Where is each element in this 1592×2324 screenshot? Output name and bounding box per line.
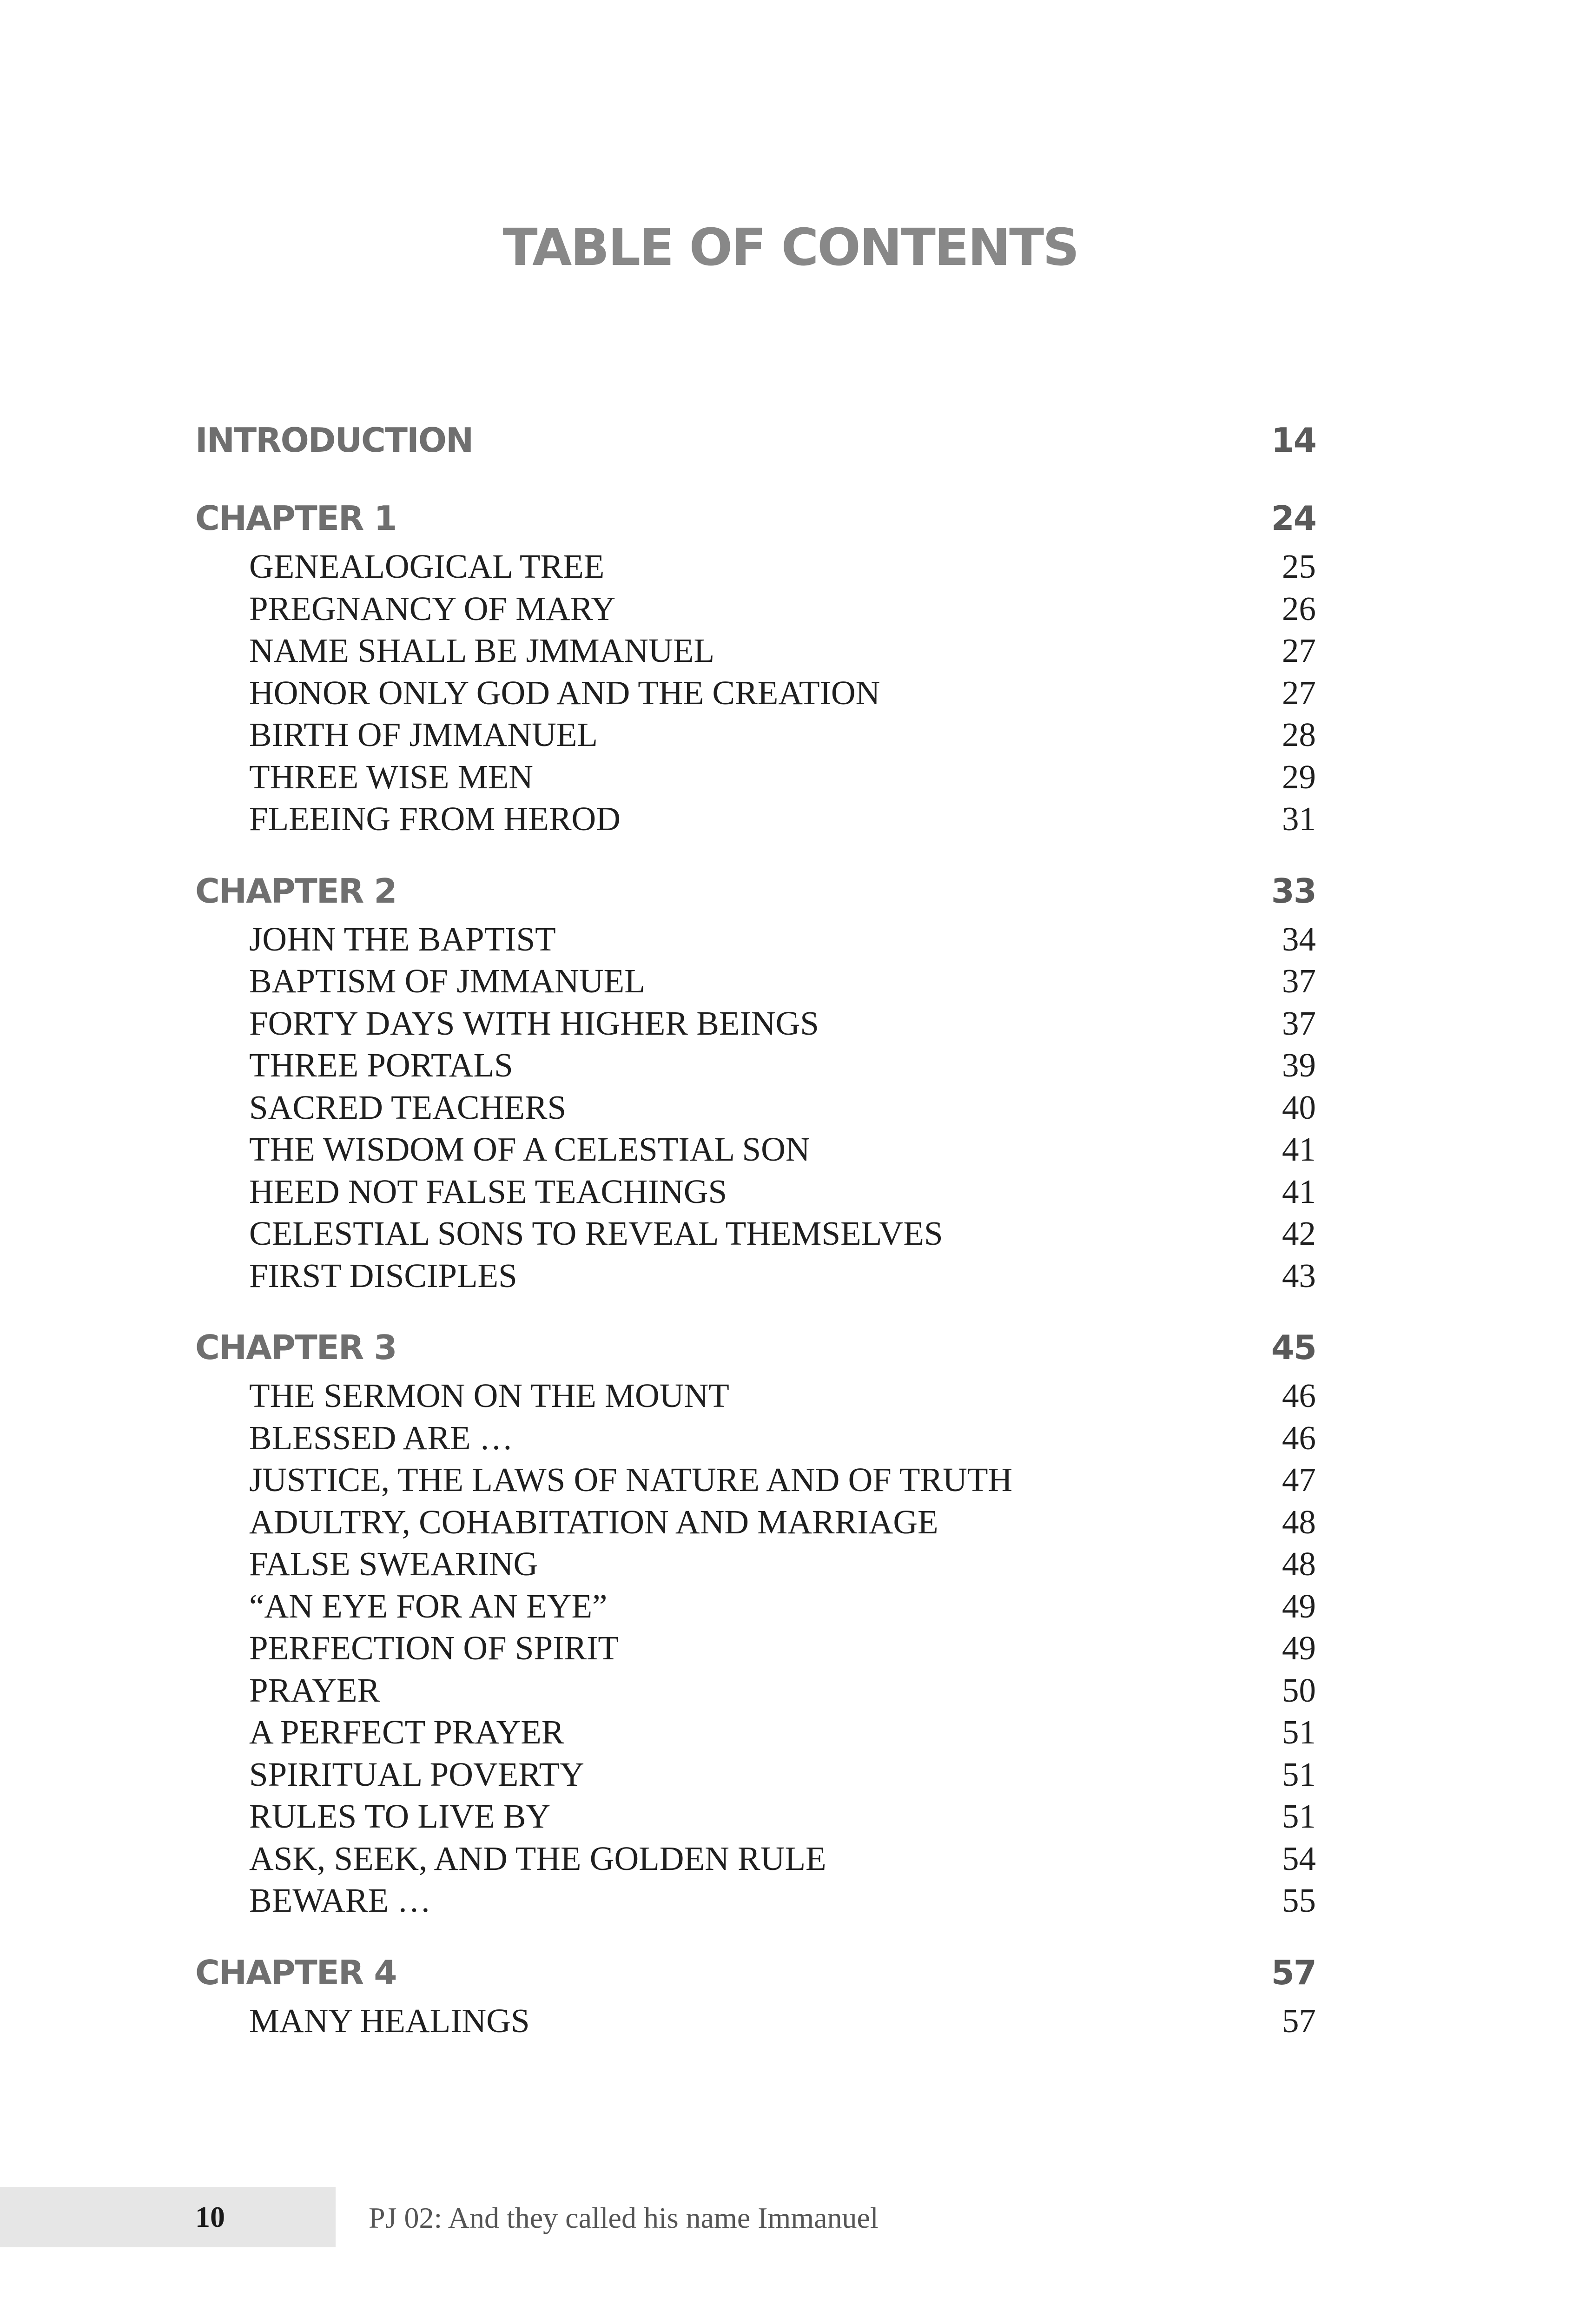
toc-entry[interactable]	[195, 1880, 1316, 1922]
entry-title: PRAYER	[249, 1671, 380, 1709]
page-footer	[0, 2187, 1592, 2247]
entry-title: ASK, SEEK, AND THE GOLDEN RULE	[249, 1839, 826, 1877]
entry-page-number: 43	[1282, 1256, 1316, 1294]
toc-entry[interactable]	[195, 630, 1316, 672]
running-title: PJ 02: And they called his name Immanuel	[369, 2201, 879, 2234]
entry-page-number: 55	[1282, 1882, 1316, 1919]
toc-entry[interactable]	[195, 1213, 1316, 1255]
chapter-title: CHAPTER 2	[195, 871, 396, 911]
toc-entry[interactable]	[195, 1754, 1316, 1796]
toc-entry[interactable]	[195, 1417, 1316, 1459]
chapter-title: INTRODUCTION	[195, 421, 473, 460]
page-number-box	[0, 2187, 336, 2247]
entry-title: JOHN THE BAPTIST	[249, 920, 556, 958]
toc-section	[195, 1945, 1316, 2042]
entry-page-number: 39	[1282, 1046, 1316, 1084]
toc-section	[195, 413, 1316, 468]
entry-title: FLEEING FROM HEROD	[249, 800, 621, 838]
toc-entry[interactable]	[195, 1543, 1316, 1585]
toc-entry[interactable]	[195, 960, 1316, 1003]
toc-chapter-heading[interactable]	[195, 491, 1316, 546]
entry-page-number: 57	[1282, 2001, 1316, 2040]
toc-section	[195, 1320, 1316, 1922]
toc-entry[interactable]	[195, 1459, 1316, 1501]
entry-title: MANY HEALINGS	[249, 2001, 530, 2040]
toc-entry[interactable]	[195, 2000, 1316, 2042]
entry-page-number: 51	[1282, 1755, 1316, 1793]
chapter-title: CHAPTER 4	[195, 1953, 396, 1992]
toc-entry[interactable]	[195, 1375, 1316, 1417]
entry-page-number: 46	[1282, 1377, 1316, 1414]
entry-page-number: 50	[1282, 1671, 1316, 1709]
toc-entry[interactable]	[195, 1796, 1316, 1838]
entry-title: SACRED TEACHERS	[249, 1088, 567, 1126]
entry-page-number: 48	[1282, 1545, 1316, 1583]
toc-entry[interactable]	[195, 1129, 1316, 1171]
toc-section	[195, 491, 1316, 840]
toc-chapter-heading[interactable]	[195, 1945, 1316, 2000]
entry-page-number: 49	[1282, 1629, 1316, 1667]
toc-entry[interactable]	[195, 1627, 1316, 1670]
entry-title: THREE WISE MEN	[249, 758, 533, 796]
chapter-title: CHAPTER 3	[195, 1328, 396, 1367]
toc-entry[interactable]	[195, 756, 1316, 799]
entry-title: JUSTICE, THE LAWS OF NATURE AND OF TRUTH	[249, 1461, 1013, 1499]
entry-title: BIRTH OF JMMANUEL	[249, 716, 598, 753]
entry-title: SPIRITUAL POVERTY	[249, 1755, 584, 1793]
entry-page-number: 34	[1282, 920, 1316, 958]
entry-title: PREGNANCY OF MARY	[249, 589, 616, 627]
entry-page-number: 28	[1282, 716, 1316, 753]
entry-title: PERFECTION OF SPIRIT	[249, 1629, 619, 1667]
toc-entry[interactable]	[195, 1501, 1316, 1544]
chapter-page-number: 24	[1271, 499, 1316, 538]
entry-title: HONOR ONLY GOD AND THE CREATION	[249, 673, 880, 712]
table-of-contents	[195, 413, 1316, 2042]
entry-title: FIRST DISCIPLES	[249, 1256, 517, 1294]
entry-page-number: 42	[1282, 1215, 1316, 1252]
chapter-title: CHAPTER 1	[195, 499, 396, 538]
toc-chapter-heading[interactable]	[195, 1320, 1316, 1375]
entry-page-number: 46	[1282, 1419, 1316, 1457]
entry-title: THE WISDOM OF A CELESTIAL SON	[249, 1130, 810, 1168]
entry-title: FORTY DAYS WITH HIGHER BEINGS	[249, 1004, 819, 1042]
chapter-page-number: 45	[1271, 1328, 1316, 1367]
entry-page-number: 47	[1282, 1461, 1316, 1499]
entry-page-number: 54	[1282, 1839, 1316, 1877]
toc-entry[interactable]	[195, 1838, 1316, 1880]
entry-page-number: 40	[1282, 1088, 1316, 1126]
entry-page-number: 41	[1282, 1172, 1316, 1210]
entry-page-number: 31	[1282, 800, 1316, 838]
entry-title: THE SERMON ON THE MOUNT	[249, 1377, 729, 1414]
entry-title: FALSE SWEARING	[249, 1545, 538, 1583]
entry-title: HEED NOT FALSE TEACHINGS	[249, 1172, 727, 1210]
toc-entry[interactable]	[195, 714, 1316, 756]
entry-title: BLESSED ARE …	[249, 1419, 513, 1457]
entry-page-number: 48	[1282, 1503, 1316, 1541]
page-title: TABLE OF CONTENTS	[502, 218, 1078, 277]
entry-page-number: 49	[1282, 1587, 1316, 1625]
entry-title: BAPTISM OF JMMANUEL	[249, 962, 645, 1000]
toc-entry[interactable]	[195, 1711, 1316, 1754]
entry-page-number: 27	[1282, 673, 1316, 712]
chapter-page-number: 57	[1271, 1953, 1316, 1992]
entry-title: GENEALOGICAL TREE	[249, 548, 605, 585]
toc-entry[interactable]	[195, 918, 1316, 961]
toc-section	[195, 864, 1316, 1297]
toc-chapter-heading[interactable]	[195, 864, 1316, 918]
toc-entry[interactable]	[195, 672, 1316, 714]
entry-page-number: 27	[1282, 632, 1316, 669]
entry-page-number: 26	[1282, 589, 1316, 627]
toc-entry[interactable]	[195, 1670, 1316, 1712]
entry-title: “AN EYE FOR AN EYE”	[249, 1587, 608, 1625]
toc-entry[interactable]	[195, 1171, 1316, 1213]
entry-title: NAME SHALL BE JMMANUEL	[249, 632, 715, 669]
toc-entry[interactable]	[195, 798, 1316, 840]
toc-entry[interactable]	[195, 588, 1316, 630]
page-number: 10	[195, 2200, 225, 2233]
entry-page-number: 37	[1282, 962, 1316, 1000]
entry-title: A PERFECT PRAYER	[249, 1713, 564, 1751]
chapter-page-number: 33	[1271, 871, 1316, 911]
entry-page-number: 41	[1282, 1130, 1316, 1168]
entry-page-number: 51	[1282, 1797, 1316, 1835]
toc-entry[interactable]	[195, 1255, 1316, 1297]
entry-page-number: 37	[1282, 1004, 1316, 1042]
toc-entry[interactable]	[195, 1044, 1316, 1087]
entry-page-number: 29	[1282, 758, 1316, 796]
chapter-page-number: 14	[1271, 421, 1316, 460]
entry-title: BEWARE …	[249, 1882, 431, 1919]
toc-entry[interactable]	[195, 546, 1316, 588]
entry-title: RULES TO LIVE BY	[249, 1797, 551, 1835]
toc-entry[interactable]	[195, 1087, 1316, 1129]
entry-title: ADULTRY, COHABITATION AND MARRIAGE	[249, 1503, 938, 1541]
toc-entry[interactable]	[195, 1003, 1316, 1045]
toc-entry[interactable]	[195, 1585, 1316, 1628]
entry-page-number: 51	[1282, 1713, 1316, 1751]
entry-title: CELESTIAL SONS TO REVEAL THEMSELVES	[249, 1215, 943, 1252]
toc-chapter-heading[interactable]	[195, 413, 1316, 468]
entry-page-number: 25	[1282, 548, 1316, 585]
entry-title: THREE PORTALS	[249, 1046, 513, 1084]
